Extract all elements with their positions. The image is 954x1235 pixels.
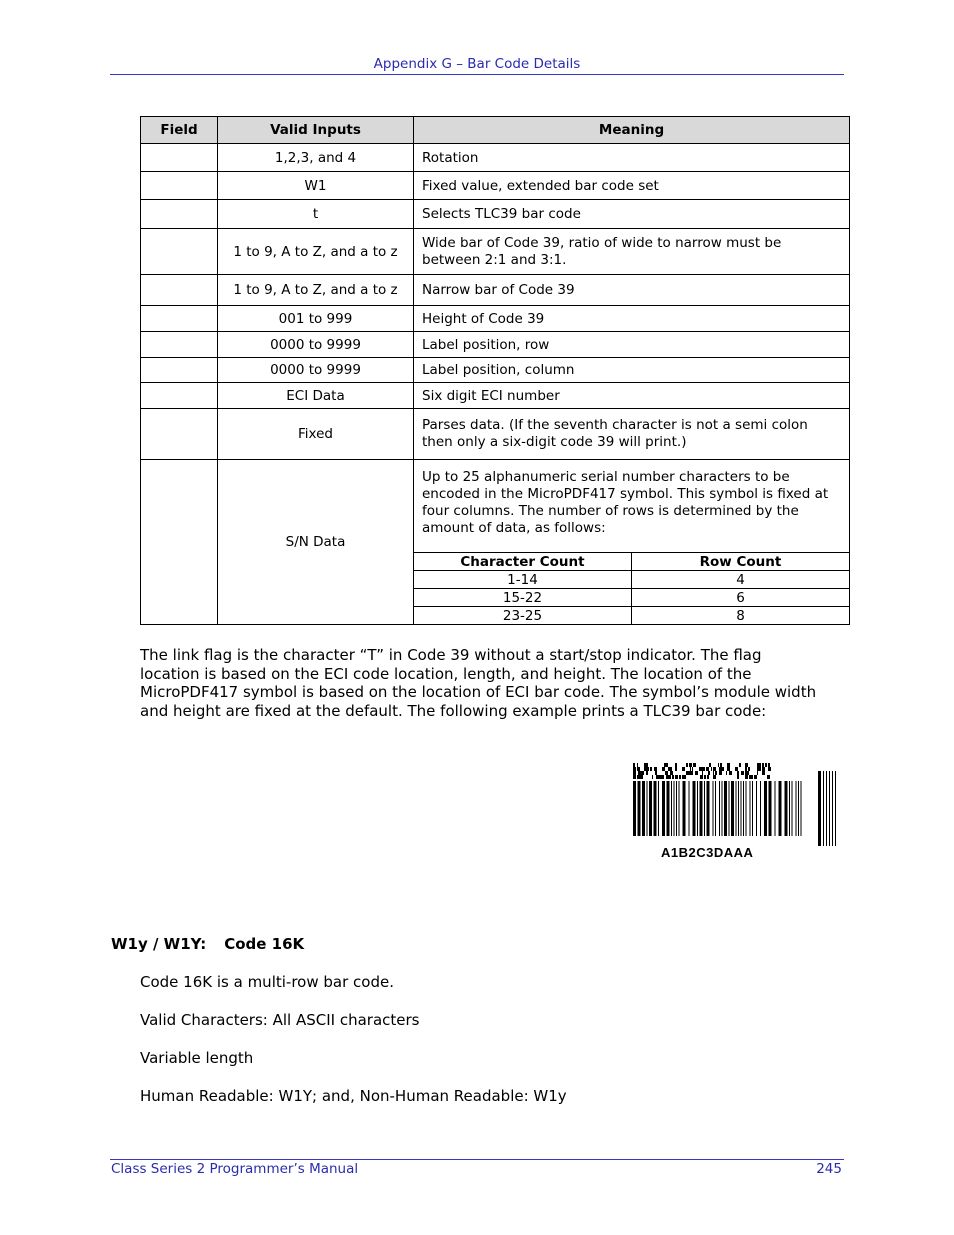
- valid-inputs-cell: 0000 to 9999: [218, 358, 414, 383]
- row-count-cell: 8: [632, 607, 850, 625]
- valid-inputs-cell: ECI Data: [218, 383, 414, 409]
- row-count-row: [414, 589, 849, 607]
- field-cell: [141, 200, 218, 229]
- row-count-row: [414, 607, 849, 625]
- meaning-cell: Rotation: [414, 144, 850, 172]
- table-row-sn-data: [141, 460, 850, 625]
- field-cell: [141, 275, 218, 306]
- code39-bars: [633, 771, 836, 846]
- valid-inputs-cell: 1,2,3, and 4: [218, 144, 414, 172]
- table-row: [141, 144, 850, 172]
- table-row: [141, 200, 850, 229]
- column-header-valid-inputs: Valid Inputs: [218, 117, 414, 144]
- table-row: [141, 306, 850, 332]
- valid-inputs-cell: t: [218, 200, 414, 229]
- section-line: Code 16K is a multi-row bar code.: [140, 973, 394, 991]
- meaning-cell: Label position, column: [414, 358, 850, 383]
- link-flag-paragraph: The link flag is the character “T” in Code 39 without a start/stop indicator. The flag location is based on the ECI code location, length, and height. The location of the MicroPDF417 symbol is based on the location of ECI bar code. The symbol’s module width and height are fixed at the default. The following example prints a TLC39 bar code:: [140, 646, 817, 720]
- page-header-title: Appendix G – Bar Code Details: [373, 56, 581, 72]
- table-row: [141, 172, 850, 200]
- table-row: [141, 275, 850, 306]
- field-cell: [141, 409, 218, 460]
- field-cell: [141, 460, 218, 625]
- column-header-meaning: Meaning: [414, 117, 850, 144]
- table-row: [141, 383, 850, 409]
- table-row: [141, 229, 850, 275]
- field-cell: [141, 172, 218, 200]
- meaning-cell: Fixed value, extended bar code set: [414, 172, 850, 200]
- meaning-cell: Wide bar of Code 39, ratio of wide to narrow must be between 2:1 and 3:1.: [414, 229, 850, 275]
- section-line: Variable length: [140, 1049, 254, 1067]
- row-count-header-row: [414, 553, 849, 571]
- valid-inputs-cell: Fixed: [218, 409, 414, 460]
- meaning-cell: Label position, row: [414, 332, 850, 358]
- field-cell: [141, 306, 218, 332]
- footer-rule: [110, 1159, 844, 1160]
- row-count-row: [414, 571, 849, 589]
- row-count-cell: 6: [632, 589, 850, 607]
- barcode-human-readable: A1B2C3DAAA: [661, 845, 754, 860]
- field-cell: [141, 332, 218, 358]
- field-cell: [141, 229, 218, 275]
- valid-inputs-cell: 1 to 9, A to Z, and a to z: [218, 229, 414, 275]
- footer-manual-title: Class Series 2 Programmer’s Manual: [111, 1161, 359, 1177]
- meaning-cell: Parses data. (If the seventh character is not a semi colon then only a six-digit code 39 will print.): [414, 409, 850, 460]
- section-line: Human Readable: W1Y; and, Non-Human Readable: W1y: [140, 1087, 567, 1105]
- field-table: [140, 116, 850, 625]
- header-rule: [110, 74, 844, 75]
- section-title: Code 16K: [224, 935, 305, 953]
- section-heading: [111, 935, 304, 953]
- valid-inputs-cell: W1: [218, 172, 414, 200]
- meaning-cell: Height of Code 39: [414, 306, 850, 332]
- footer-page-number: 245: [816, 1161, 842, 1177]
- row-count-cell: 4: [632, 571, 850, 589]
- section-code: W1y / W1Y:: [111, 935, 207, 953]
- character-count-cell: 1-14: [414, 571, 632, 589]
- section-line: Valid Characters: All ASCII characters: [140, 1011, 420, 1029]
- micropdf417-symbol: [633, 763, 771, 779]
- character-count-cell: 15-22: [414, 589, 632, 607]
- column-header-row-count: Row Count: [632, 553, 850, 571]
- row-count-table: [414, 552, 849, 624]
- valid-inputs-cell: 1 to 9, A to Z, and a to z: [218, 275, 414, 306]
- valid-inputs-cell: 001 to 999: [218, 306, 414, 332]
- table-header-row: [141, 117, 850, 144]
- meaning-cell-sn: [414, 460, 850, 625]
- table-row: [141, 358, 850, 383]
- meaning-cell: Narrow bar of Code 39: [414, 275, 850, 306]
- valid-inputs-cell: S/N Data: [218, 460, 414, 625]
- sn-description: Up to 25 alphanumeric serial number characters to be encoded in the MicroPDF417 symbol. This symbol is fixed at four columns. The number of rows is determined by the amount of data, as follows:: [422, 469, 829, 536]
- character-count-cell: 23-25: [414, 607, 632, 625]
- meaning-cell: Selects TLC39 bar code: [414, 200, 850, 229]
- meaning-cell: Six digit ECI number: [414, 383, 850, 409]
- field-cell: [141, 144, 218, 172]
- column-header-field: Field: [141, 117, 218, 144]
- field-cell: [141, 383, 218, 409]
- field-cell: [141, 358, 218, 383]
- valid-inputs-cell: 0000 to 9999: [218, 332, 414, 358]
- table-row: [141, 332, 850, 358]
- table-row: [141, 409, 850, 460]
- column-header-character-count: Character Count: [414, 553, 632, 571]
